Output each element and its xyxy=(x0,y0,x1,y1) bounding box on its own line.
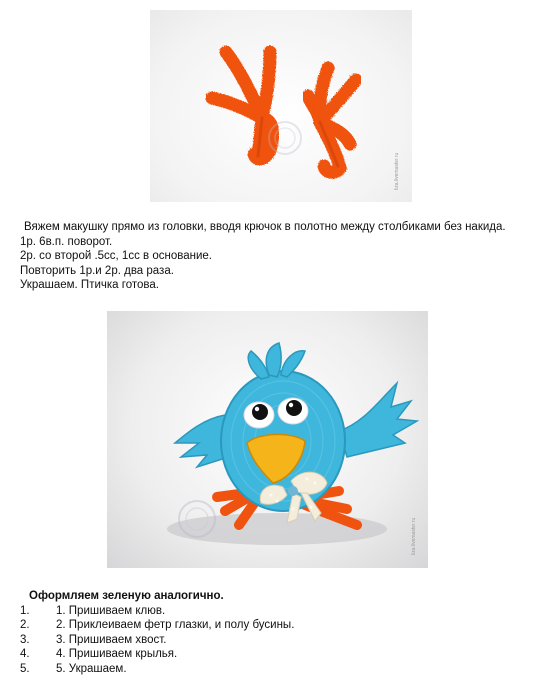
step-text: 2. Приклеиваем фетр глазки, и полу бусины. xyxy=(56,619,295,632)
step-number: 5. xyxy=(20,662,30,675)
feet-photo xyxy=(150,10,412,202)
crocheted-bird-image xyxy=(107,311,428,568)
left-foot xyxy=(212,52,273,159)
step-number: 2. xyxy=(20,619,30,632)
instructions-bottom xyxy=(20,589,530,677)
step-text: 3. Пришиваем хвост. xyxy=(56,633,167,646)
intro-text: Вяжем макушку прямо из головки, вводя крючок в полотно между столбиками без накида. xyxy=(24,221,506,233)
list-item xyxy=(20,662,530,677)
step-number: 4. xyxy=(20,648,30,661)
step-text: 1. Пришиваем клюв. xyxy=(56,604,166,617)
right-wing xyxy=(339,383,417,457)
instruction-line: 2р. со второй .5сс, 1сс в основание. xyxy=(20,250,212,263)
pipe-cleaner-feet-image xyxy=(150,10,412,202)
instruction-line: 1р. 6в.п. поворот. xyxy=(20,235,113,248)
watermark-text: liza.livemaster.ru xyxy=(411,517,417,555)
instruction-line: Повторить 1р.и 2р. два раза. xyxy=(20,264,174,277)
step-text: 5. Украшаем. xyxy=(56,662,127,675)
step-number: 3. xyxy=(20,633,30,646)
step-number: 1. xyxy=(20,604,30,617)
instructions-top xyxy=(20,220,530,293)
step-text: 4. Пришиваем крылья. xyxy=(56,648,178,661)
right-foot xyxy=(308,68,356,172)
section-heading: Оформляем зеленую аналогично. xyxy=(29,590,224,602)
list-item xyxy=(20,633,530,648)
list-item xyxy=(20,604,530,619)
steps-list xyxy=(20,604,530,677)
watermark-text: liza.livemaster.ru xyxy=(394,152,400,190)
list-item xyxy=(20,618,530,633)
list-item xyxy=(20,647,530,662)
bird-photo xyxy=(107,311,428,568)
instruction-line: Украшаем. Птичка готова. xyxy=(20,279,159,292)
